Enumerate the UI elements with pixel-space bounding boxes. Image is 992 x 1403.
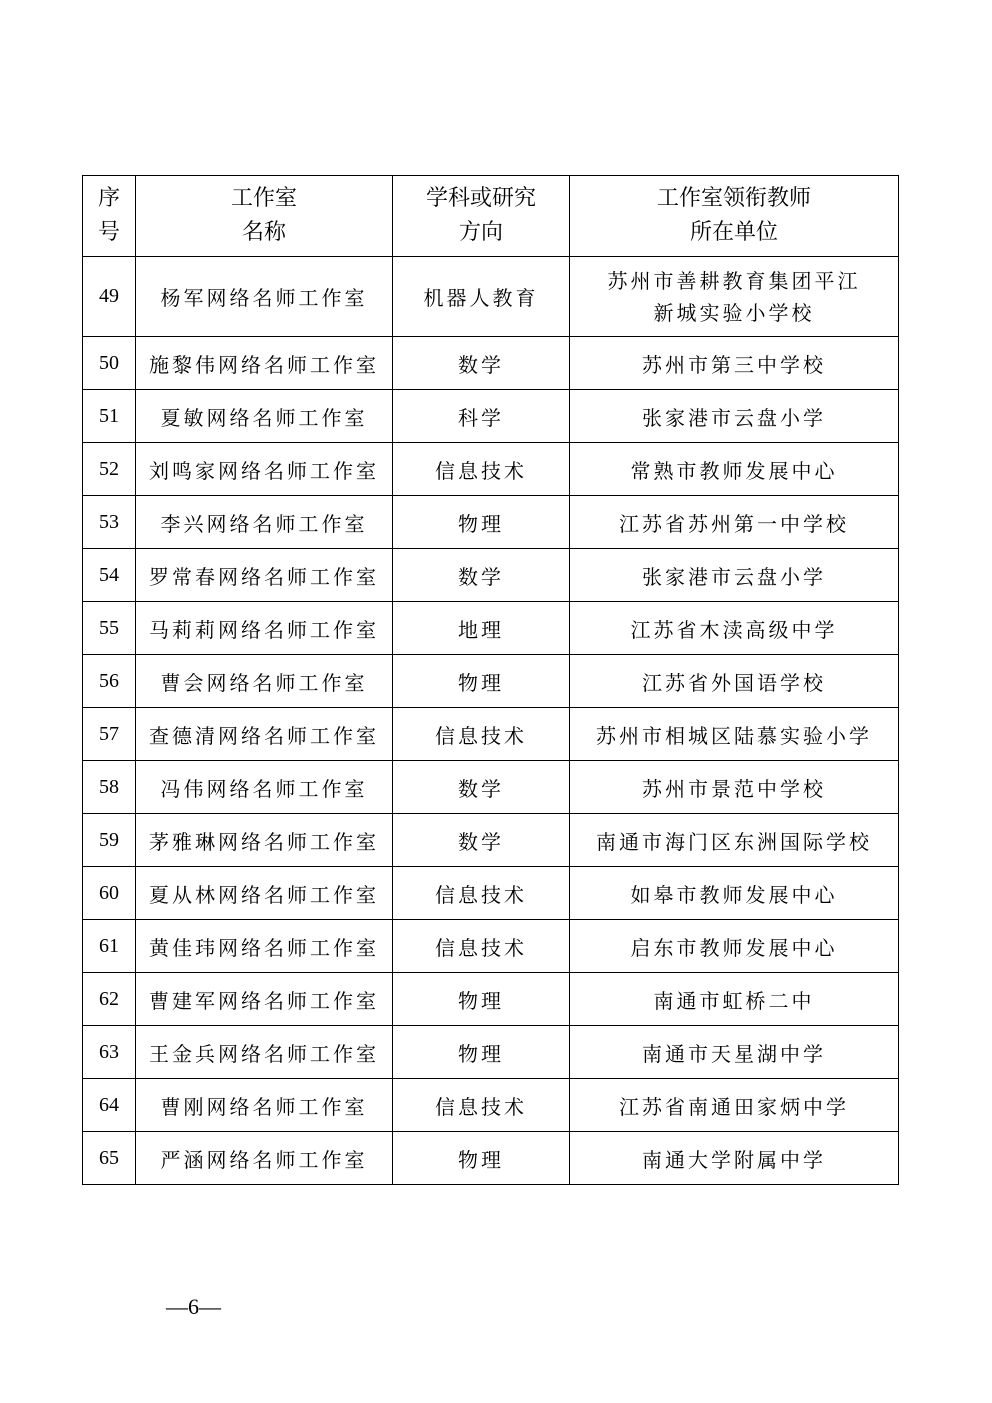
unit-cell: 张家港市云盘小学 (570, 390, 899, 443)
studio-name-cell: 李兴网络名师工作室 (136, 496, 393, 549)
subject-cell: 地理 (393, 602, 570, 655)
serial-number-cell: 51 (83, 390, 136, 443)
unit-cell: 苏州市相城区陆慕实验小学 (570, 708, 899, 761)
subject-cell: 数学 (393, 549, 570, 602)
studio-name-cell: 施黎伟网络名师工作室 (136, 337, 393, 390)
table-body (83, 257, 899, 1185)
serial-number-cell: 59 (83, 814, 136, 867)
table-row (83, 920, 899, 973)
table-row (83, 390, 899, 443)
serial-number-cell: 62 (83, 973, 136, 1026)
header-row (83, 176, 899, 257)
unit-cell: 常熟市教师发展中心 (570, 443, 899, 496)
unit-line: 新城实验小学校 (653, 300, 815, 325)
studio-name-cell: 黄佳玮网络名师工作室 (136, 920, 393, 973)
unit-cell: 江苏省木渎高级中学 (570, 602, 899, 655)
unit-cell: 南通市海门区东洲国际学校 (570, 814, 899, 867)
studio-name-cell: 夏从林网络名师工作室 (136, 867, 393, 920)
serial-number-cell: 50 (83, 337, 136, 390)
subject-cell: 物理 (393, 1132, 570, 1185)
subject-cell: 物理 (393, 1026, 570, 1079)
subject-cell: 信息技术 (393, 443, 570, 496)
studio-name-cell: 马莉莉网络名师工作室 (136, 602, 393, 655)
subject-cell: 信息技术 (393, 708, 570, 761)
subject-cell: 信息技术 (393, 867, 570, 920)
subject-cell: 信息技术 (393, 920, 570, 973)
studio-name-cell: 冯伟网络名师工作室 (136, 761, 393, 814)
serial-number-cell: 49 (83, 257, 136, 337)
header-unit: 工作室领衔教师 所在单位 (570, 176, 899, 257)
unit-cell (570, 257, 899, 337)
subject-cell: 数学 (393, 814, 570, 867)
serial-number-cell: 57 (83, 708, 136, 761)
table-row (83, 655, 899, 708)
unit-cell: 张家港市云盘小学 (570, 549, 899, 602)
unit-cell: 江苏省苏州第一中学校 (570, 496, 899, 549)
table-row (83, 973, 899, 1026)
subject-cell: 物理 (393, 496, 570, 549)
header-studio-name: 工作室 名称 (136, 176, 393, 257)
unit-cell: 如皋市教师发展中心 (570, 867, 899, 920)
studio-name-cell: 罗常春网络名师工作室 (136, 549, 393, 602)
serial-number-cell: 55 (83, 602, 136, 655)
studio-name-cell: 曹建军网络名师工作室 (136, 973, 393, 1026)
studio-name-cell: 刘鸣家网络名师工作室 (136, 443, 393, 496)
studio-list-table (82, 175, 899, 1185)
subject-cell: 物理 (393, 973, 570, 1026)
serial-number-cell: 56 (83, 655, 136, 708)
table-row (83, 602, 899, 655)
subject-cell: 数学 (393, 337, 570, 390)
subject-cell: 数学 (393, 761, 570, 814)
table-row (83, 337, 899, 390)
subject-cell: 机器人教育 (393, 257, 570, 337)
header-subject: 学科或研究 方向 (393, 176, 570, 257)
table-row (83, 443, 899, 496)
serial-number-cell: 65 (83, 1132, 136, 1185)
serial-number-cell: 52 (83, 443, 136, 496)
table-row (83, 708, 899, 761)
unit-cell: 苏州市景范中学校 (570, 761, 899, 814)
unit-line: 苏州市善耕教育集团平江 (607, 268, 861, 293)
serial-number-cell: 64 (83, 1079, 136, 1132)
table-row (83, 549, 899, 602)
subject-cell: 物理 (393, 655, 570, 708)
serial-number-cell: 54 (83, 549, 136, 602)
unit-cell: 南通市虹桥二中 (570, 973, 899, 1026)
table-row (83, 867, 899, 920)
studio-name-cell: 茅雅琳网络名师工作室 (136, 814, 393, 867)
table-row (83, 761, 899, 814)
studio-name-cell: 夏敏网络名师工作室 (136, 390, 393, 443)
unit-cell: 江苏省外国语学校 (570, 655, 899, 708)
unit-cell: 江苏省南通田家炳中学 (570, 1079, 899, 1132)
studio-name-cell: 曹会网络名师工作室 (136, 655, 393, 708)
table-row (83, 1026, 899, 1079)
unit-cell: 苏州市第三中学校 (570, 337, 899, 390)
table-header (83, 176, 899, 257)
studio-name-cell: 严涵网络名师工作室 (136, 1132, 393, 1185)
table-row (83, 1079, 899, 1132)
unit-cell: 南通市天星湖中学 (570, 1026, 899, 1079)
studio-name-cell: 查德清网络名师工作室 (136, 708, 393, 761)
table-row (83, 1132, 899, 1185)
header-serial-number: 序 号 (83, 176, 136, 257)
subject-cell: 信息技术 (393, 1079, 570, 1132)
subject-cell: 科学 (393, 390, 570, 443)
page-number: —6— (166, 1294, 221, 1319)
table-row (83, 496, 899, 549)
studio-name-cell: 王金兵网络名师工作室 (136, 1026, 393, 1079)
serial-number-cell: 60 (83, 867, 136, 920)
unit-cell: 启东市教师发展中心 (570, 920, 899, 973)
studio-name-cell: 杨军网络名师工作室 (136, 257, 393, 337)
serial-number-cell: 61 (83, 920, 136, 973)
serial-number-cell: 53 (83, 496, 136, 549)
unit-cell: 南通大学附属中学 (570, 1132, 899, 1185)
table-row (83, 257, 899, 337)
studio-name-cell: 曹刚网络名师工作室 (136, 1079, 393, 1132)
serial-number-cell: 63 (83, 1026, 136, 1079)
table-row (83, 814, 899, 867)
serial-number-cell: 58 (83, 761, 136, 814)
